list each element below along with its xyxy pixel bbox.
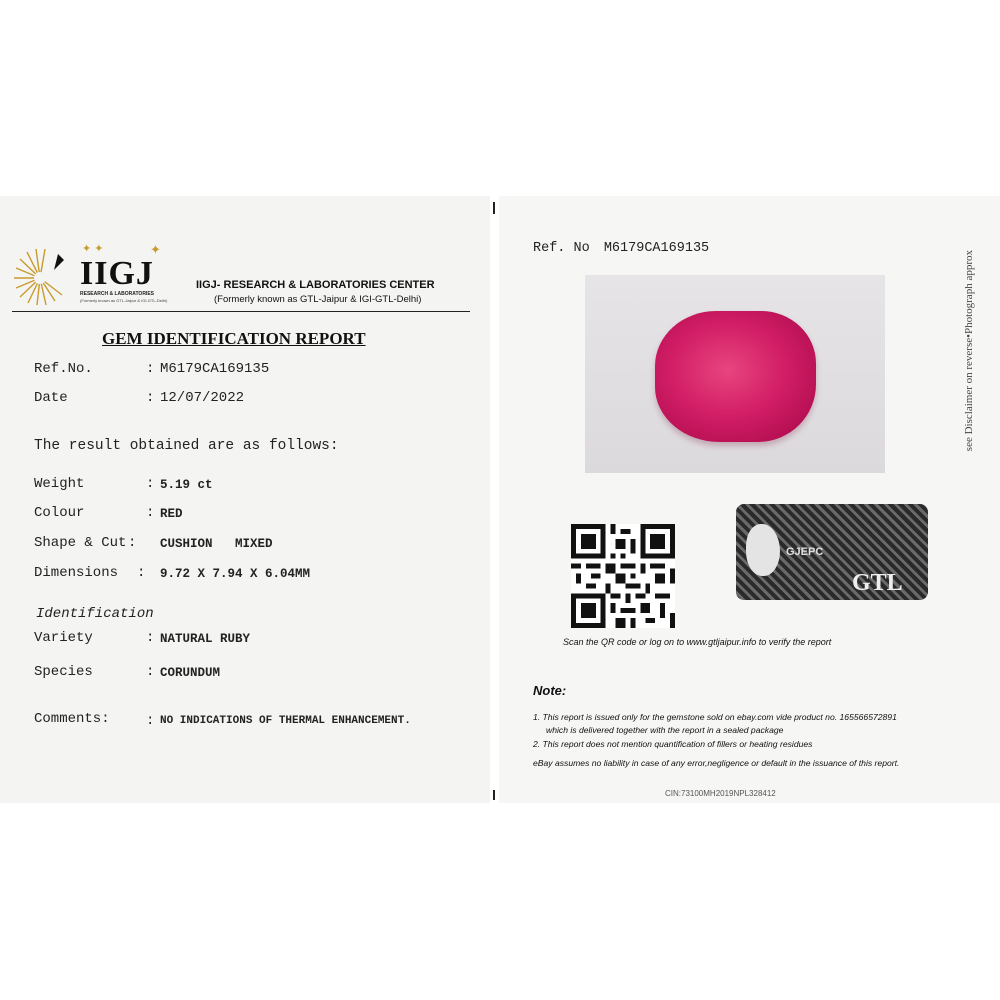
- note-heading: Note:: [533, 683, 567, 698]
- right-ref-label: Ref. No: [533, 241, 590, 256]
- note-item-1: 1. This report is issued only for the gemstone sold on ebay.com vide product no. 165566572891: [533, 712, 897, 722]
- field-colon: :: [146, 390, 155, 406]
- date-label: Date: [34, 390, 68, 406]
- species-value: CORUNDUM: [160, 666, 221, 680]
- lab-name: IIGJ- RESEARCH & LABORATORIES CENTER: [196, 279, 435, 291]
- hologram-gtl-text: GTL: [852, 570, 903, 596]
- page-fold-mark: [493, 202, 495, 214]
- ref-label: Ref.No.: [34, 361, 93, 377]
- note-item-1-cont: which is delivered together with the report in a sealed package: [546, 725, 784, 735]
- weight-label: Weight: [34, 476, 85, 492]
- identification-heading: Identification: [36, 606, 154, 622]
- results-intro: The result obtained are as follows:: [34, 438, 339, 454]
- brand-logo-text: IIGJ: [80, 255, 154, 292]
- field-colon: :: [146, 361, 155, 377]
- svg-text:✦ ✦: ✦ ✦: [82, 243, 104, 255]
- variety-label: Variety: [34, 630, 93, 646]
- page-fold-mark: [493, 790, 495, 800]
- report-title: GEM IDENTIFICATION REPORT: [102, 329, 366, 348]
- header-divider: [12, 311, 470, 312]
- verify-instruction: Scan the QR code or log on to www.gtljaipur.info to verify the report: [563, 637, 832, 647]
- comments-value: NO INDICATIONS OF THERMAL ENHANCEMENT.: [160, 715, 411, 727]
- ruby-gemstone: [655, 311, 816, 442]
- field-colon: :: [128, 535, 137, 551]
- right-ref-value: M6179CA169135: [603, 241, 710, 256]
- variety-value: NATURAL RUBY: [160, 632, 251, 646]
- cin-number: CIN:73100MH2019NPL328412: [665, 789, 776, 798]
- hologram-gjepc-text: GJEPC: [786, 546, 824, 558]
- weight-value: 5.19 ct: [160, 478, 213, 492]
- field-colon: :: [137, 565, 146, 581]
- shape-label: Shape & Cut: [34, 535, 127, 551]
- dimensions-value: 9.72 X 7.94 X 6.04MM: [160, 567, 311, 581]
- note-item-2: 2. This report does not mention quantification of fillers or heating residues: [533, 739, 813, 749]
- right-ref-line: [533, 241, 709, 256]
- species-label: Species: [34, 664, 93, 680]
- svg-text:✦: ✦: [150, 242, 161, 257]
- field-colon: :: [146, 664, 155, 680]
- brand-subtitle-small: (Formerly known as GTL-Jaipur & IGI-GTL-Delhi): [80, 298, 168, 303]
- shape-value: CUSHION MIXED: [160, 537, 273, 551]
- field-colon: :: [146, 713, 155, 729]
- brand-subtitle: RESEARCH & LABORATORIES: [80, 291, 154, 297]
- field-colon: :: [146, 476, 155, 492]
- field-colon: :: [146, 505, 155, 521]
- ref-value: M6179CA169135: [160, 361, 270, 377]
- colour-value: RED: [160, 507, 183, 521]
- comments-label: Comments:: [34, 711, 110, 727]
- qr-code-icon: [571, 524, 675, 628]
- date-value: 12/07/2022: [160, 390, 245, 406]
- liability-note: eBay assumes no liability in case of any error,negligence or default in the issuance of this report.: [533, 758, 900, 768]
- hologram-face: [746, 524, 780, 576]
- field-colon: :: [146, 630, 155, 646]
- dimensions-label: Dimensions: [34, 565, 119, 581]
- disclaimer-vertical-text: see Disclaimer on reverse•Photograph approx: [963, 250, 975, 452]
- colour-label: Colour: [34, 505, 85, 521]
- lab-former-name: (Formerly known as GTL-Jaipur & IGI-GTL-Delhi): [214, 294, 422, 305]
